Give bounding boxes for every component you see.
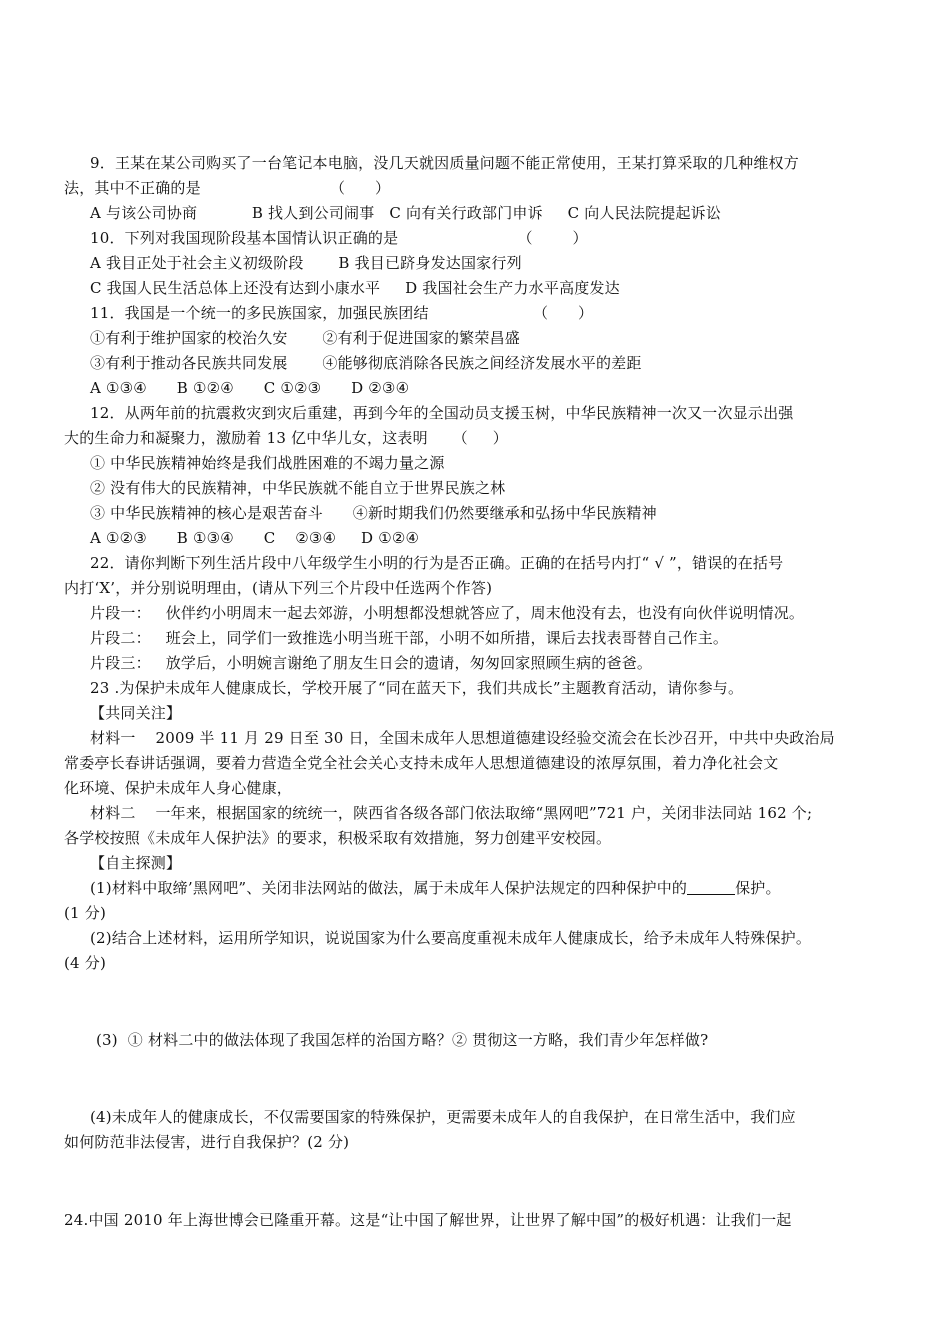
q23-material1-line2: 常委亭长春讲话强调，要着力营造全党全社会关心支持未成年人思想道德建设的浓厚氛围，着力净化社会文 [64, 754, 779, 772]
q12-stem-line1: 12．从两年前的抗震救灾到灾后重建，再到今年的全国动员支援玉树，中华民族精神一次又一次显示出强 [90, 404, 794, 422]
q11-options: A ①③④ B ①②④ C ①②③ D ②③④ [90, 379, 410, 397]
q11-stem: 11．我国是一个统一的多民族国家，加强民族团结 （ ） [90, 304, 594, 322]
q23-sub1-text: (1)材料中取缔’黑网吧”、关闭非法网站的做法，属于未成年人保护法规定的四种保护中的 [90, 879, 688, 897]
q23-sub2: (2)结合上述材料，运用所学知识，说说国家为什么要高度重视未成年人健康成长，给予未成年人特殊保护。 [90, 929, 812, 947]
q22-passage-1: 片段一： 伙伴约小明周末一起去郊游，小明想都没想就答应了，周末他没有去，也没有向伙伴说明情况。 [90, 604, 805, 622]
q23-material1-line3: 化环境、保护未成年人身心健康， [64, 779, 293, 797]
q22-stem-line1: 22．请你判断下列生活片段中八年级学生小明的行为是否正确。正确的在括号内打“ √ ”，错误的在括号 [90, 554, 784, 572]
q10-options-ab: A 我目正处于社会主义初级阶段 B 我目已跻身发达国家行列 [90, 254, 522, 272]
q12-options: A ①②③ B ①③④ C ②③④ D ①②④ [90, 529, 420, 547]
q23-sub1 [90, 878, 781, 898]
q23-heading-focus: 【共同关注】 [90, 704, 182, 722]
q23-sub3: (3) ① 材料二中的做法体现了我国怎样的治国方略？② 贯彻这一方略，我们青少年怎样做? [96, 1031, 709, 1049]
q12-stem-line2: 大的生命力和凝聚力，激励着 13 亿中华儿女，这表明 （ ） [64, 429, 508, 447]
q23-stem: 23 .为保护未成年人健康成长，学校开展了“同在蓝天下，我们共成长”主题教育活动，请你参与。 [90, 679, 744, 697]
q12-statement-1: ① 中华民族精神始终是我们战胜困难的不竭力量之源 [90, 454, 445, 472]
q23-heading-explore: 【自主探测】 [90, 854, 182, 872]
q24-stem-line1: 24.中国 2010 年上海世博会已隆重开幕。这是“让中国了解世界，让世界了解中国”的极好机遇：让我们一起 [64, 1211, 792, 1229]
q11-statements-34: ③有利于推动各民族共同发展 ④能够彻底消除各民族之间经济发展水平的差距 [90, 354, 642, 372]
q9-stem-line2: 法，其中不正确的是 （ ） [64, 179, 391, 197]
q12-statements-34: ③ 中华民族精神的核心是艰苦奋斗 ④新时期我们仍然要继承和弘扬中华民族精神 [90, 504, 657, 522]
q10-options-cd: C 我国人民生活总体上还没有达到小康水平 D 我国社会生产力水平高度发达 [90, 279, 620, 297]
q12-statement-2: ② 没有伟大的民族精神，中华民族就不能自立于世界民族之林 [90, 479, 506, 497]
q10-stem: 10．下列对我国现阶段基本国情认识正确的是 （ ） [90, 229, 588, 247]
q23-sub1-score: (1 分) [64, 904, 107, 922]
q9-options: A 与该公司协商 B 找人到公司闹事 C 向有关行政部门申诉 C 向人民法院提起诉讼 [90, 204, 722, 222]
q22-passage-3: 片段三： 放学后，小明婉言谢绝了朋友生日会的遗请，匆匆回家照顾生病的爸爸。 [90, 654, 653, 672]
q23-sub4-line2: 如何防范非法侵害，进行自我保护？(2 分) [64, 1133, 350, 1151]
q23-sub4-line1: (4)未成年人的健康成长，不仅需要国家的特殊保护，更需要未成年人的自我保护，在日常生活中，我们应 [90, 1108, 796, 1126]
q23-sub2-score: (4 分) [64, 954, 107, 972]
q11-statements-12: ①有利于维护国家的校治久安 ②有利于促进国家的繁荣昌盛 [90, 329, 520, 347]
q23-sub1-suffix: 保护。 [735, 879, 781, 897]
answer-blank[interactable] [687, 880, 735, 895]
q23-material1-line1: 材料一 2009 半 11 月 29 日至 30 日，全国未成年人思想道德建设经验交流会在长沙召开，中共中央政治局 [90, 729, 835, 747]
q22-stem-line2: 内打‘X’，并分别说明理由，(请从下列三个片段中任选两个作答) [64, 579, 493, 597]
q23-material2-line2: 各学校按照《未成年人保护法》的要求，积极采取有效措施，努力创建平安校园。 [64, 829, 612, 847]
q23-material2-line1: 材料二 一年来，根据国家的统统一，陕西省各级各部门依法取缔“黑网吧”721 户，关闭非法同站 162 个; [90, 804, 813, 822]
q22-passage-2: 片段二： 班会上，同学们一致推选小明当班干部，小明不如所措，课后去找表哥替自己作主。 [90, 629, 729, 647]
q9-stem-line1: 9．王某在某公司购买了一台笔记本电脑，没几天就因质量问题不能正常使用，王某打算采取的几种维权方 [90, 154, 799, 172]
